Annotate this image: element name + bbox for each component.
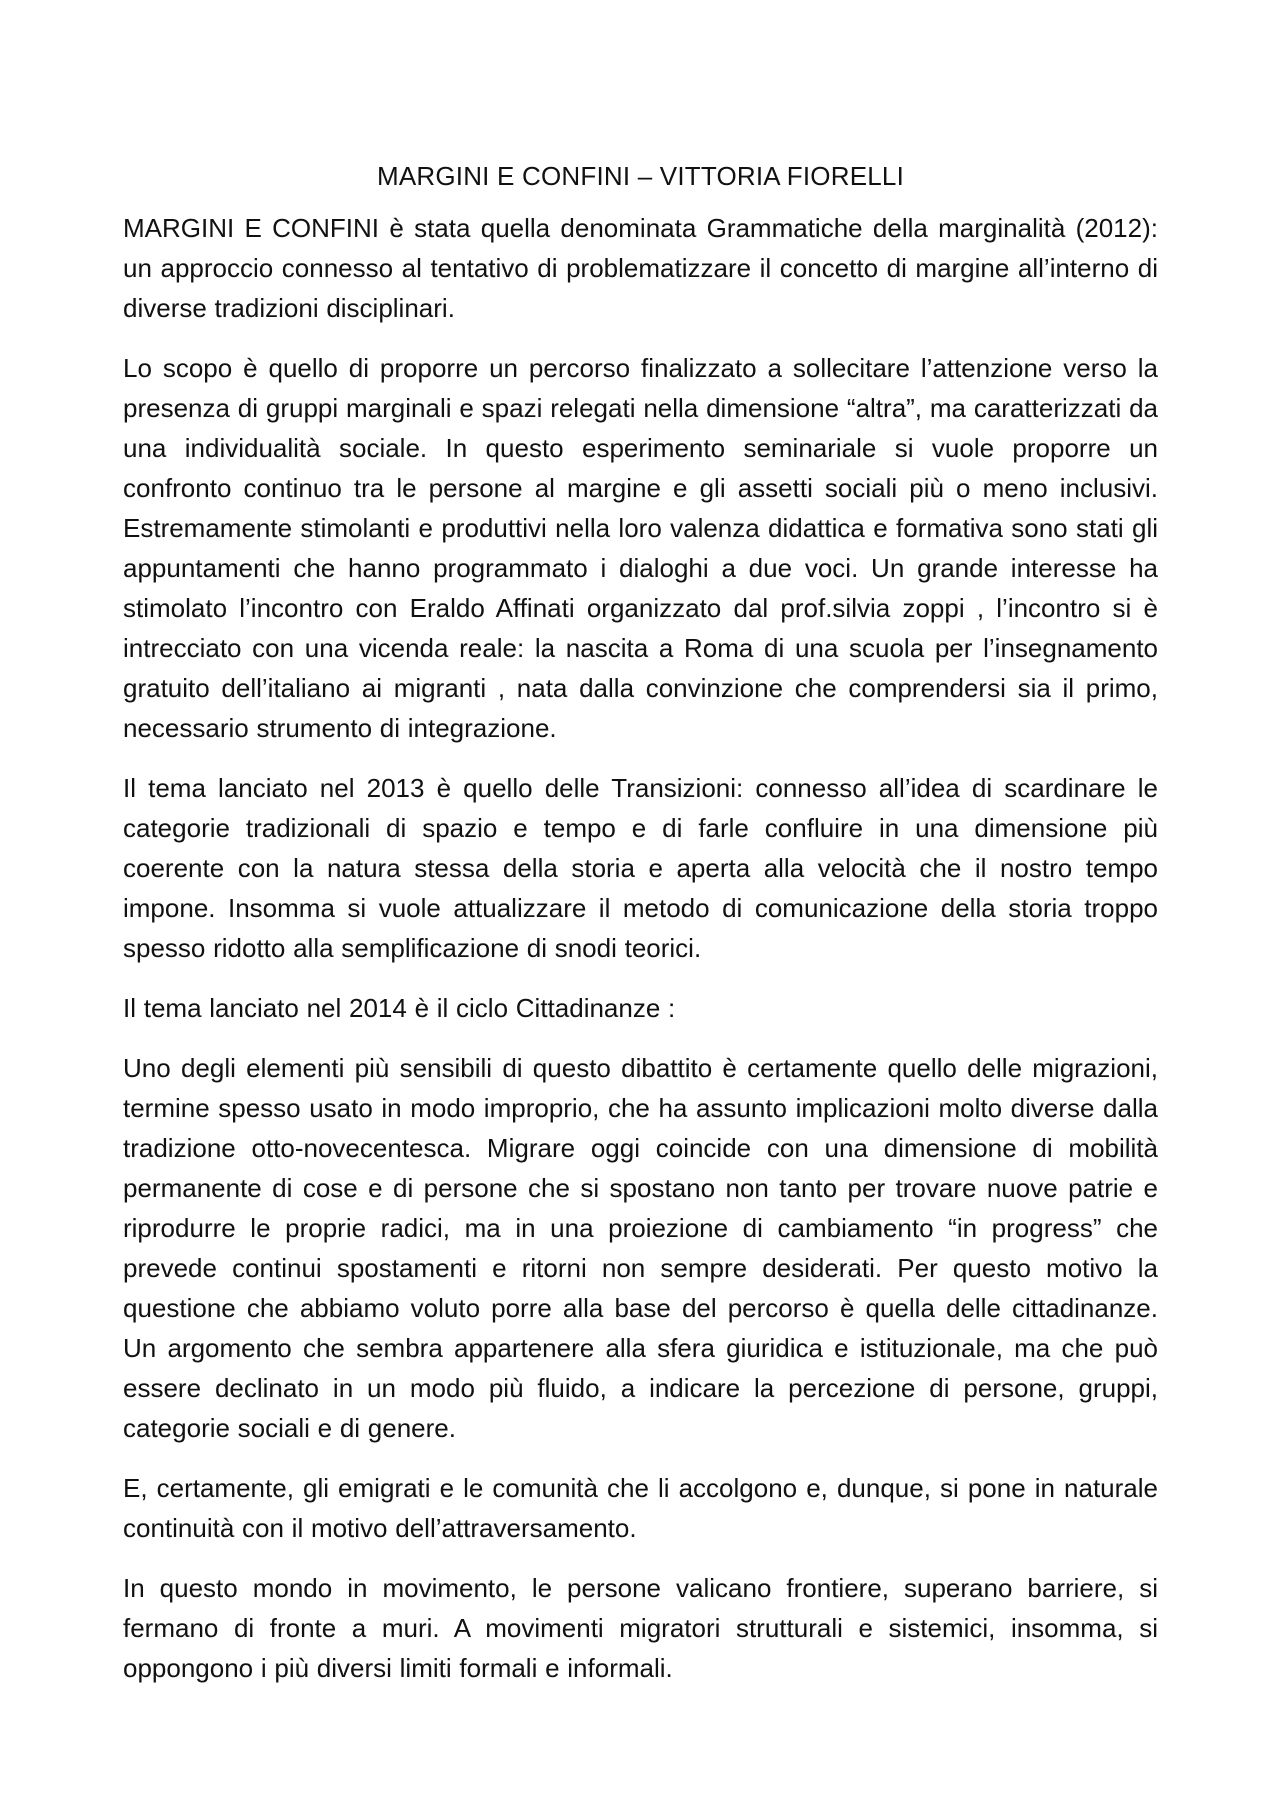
document-body [123,156,1158,1708]
paragraph-migrazioni: Uno degli elementi più sensibili di questo dibattito è certamente quello delle migrazioni, termine spesso usato in modo improprio, che ha assunto implicazioni molto diverse dalla tradizione otto-novecentesca. Migrare oggi coincide con una dimensione di mobilità permanente di cose e di persone che si spostano non tanto per trovare nuove patrie e riprodurre le proprie radici, ma in una proiezione di cambiamento “in progress” che prevede continui spostamenti e ritorni non sempre desiderati. Per questo motivo la questione che abbiamo voluto porre alla base del percorso è quella delle cittadinanze. Un argomento che sembra appartenere alla sfera giuridica e istituzionale, ma che può essere declinato in un modo più fluido, a indicare la percezione di persone, gruppi, categorie sociali e di genere. [123,1053,1158,1443]
paragraph-cittadinanze-heading: Il tema lanciato nel 2014 è il ciclo Cittadinanze : [123,993,676,1023]
paragraph-movimento: In questo mondo in movimento, le persone valicano frontiere, superano barriere, si fermano di fronte a muri. A movimenti migratori strutturali e sistemici, insomma, si oppongono i più diversi limiti formali e informali. [123,1573,1158,1683]
paragraph-transizioni: Il tema lanciato nel 2013 è quello delle Transizioni: connesso all’idea di scardinare le categorie tradizionali di spazio e tempo e di farle confluire in una dimensione più coerente con la natura stessa della storia e aperta alla velocità che il nostro tempo impone. Insomma si vuole attualizzare il metodo di comunicazione della storia troppo spesso ridotto alla semplificazione di snodi teorici. [123,773,1158,963]
paragraph-emigrati: E, certamente, gli emigrati e le comunità che li accolgono e, dunque, si pone in naturale continuità con il motivo dell’attraversamento. [123,1473,1158,1543]
paragraph-purpose: Lo scopo è quello di proporre un percorso finalizzato a sollecitare l’attenzione verso la presenza di gruppi marginali e spazi relegati nella dimensione “altra”, ma caratterizzati da una individualità sociale. In questo esperimento seminariale si vuole proporre un confronto continuo tra le persone al margine e gli assetti sociali più o meno inclusivi. Estremamente stimolanti e produttivi nella loro valenza didattica e formativa sono stati gli appuntamenti che hanno programmato i dialoghi a due voci. Un grande interesse ha stimolato l’incontro con Eraldo Affinati organizzato dal prof.silvia zoppi , l’incontro si è intrecciato con una vicenda reale: la nascita a Roma di una scuola per l’insegnamento gratuito dell’italiano ai migranti , nata dalla convinzione che comprendersi sia il primo, necessario strumento di integrazione. [123,353,1158,743]
document-title: MARGINI E CONFINI – VITTORIA FIORELLI [376,161,904,191]
paragraph-intro: MARGINI E CONFINI è stata quella denominata Grammatiche della marginalità (2012): un approccio connesso al tentativo di problematizzare il concetto di margine all’interno di diverse tradizioni disciplinari. [123,213,1158,323]
